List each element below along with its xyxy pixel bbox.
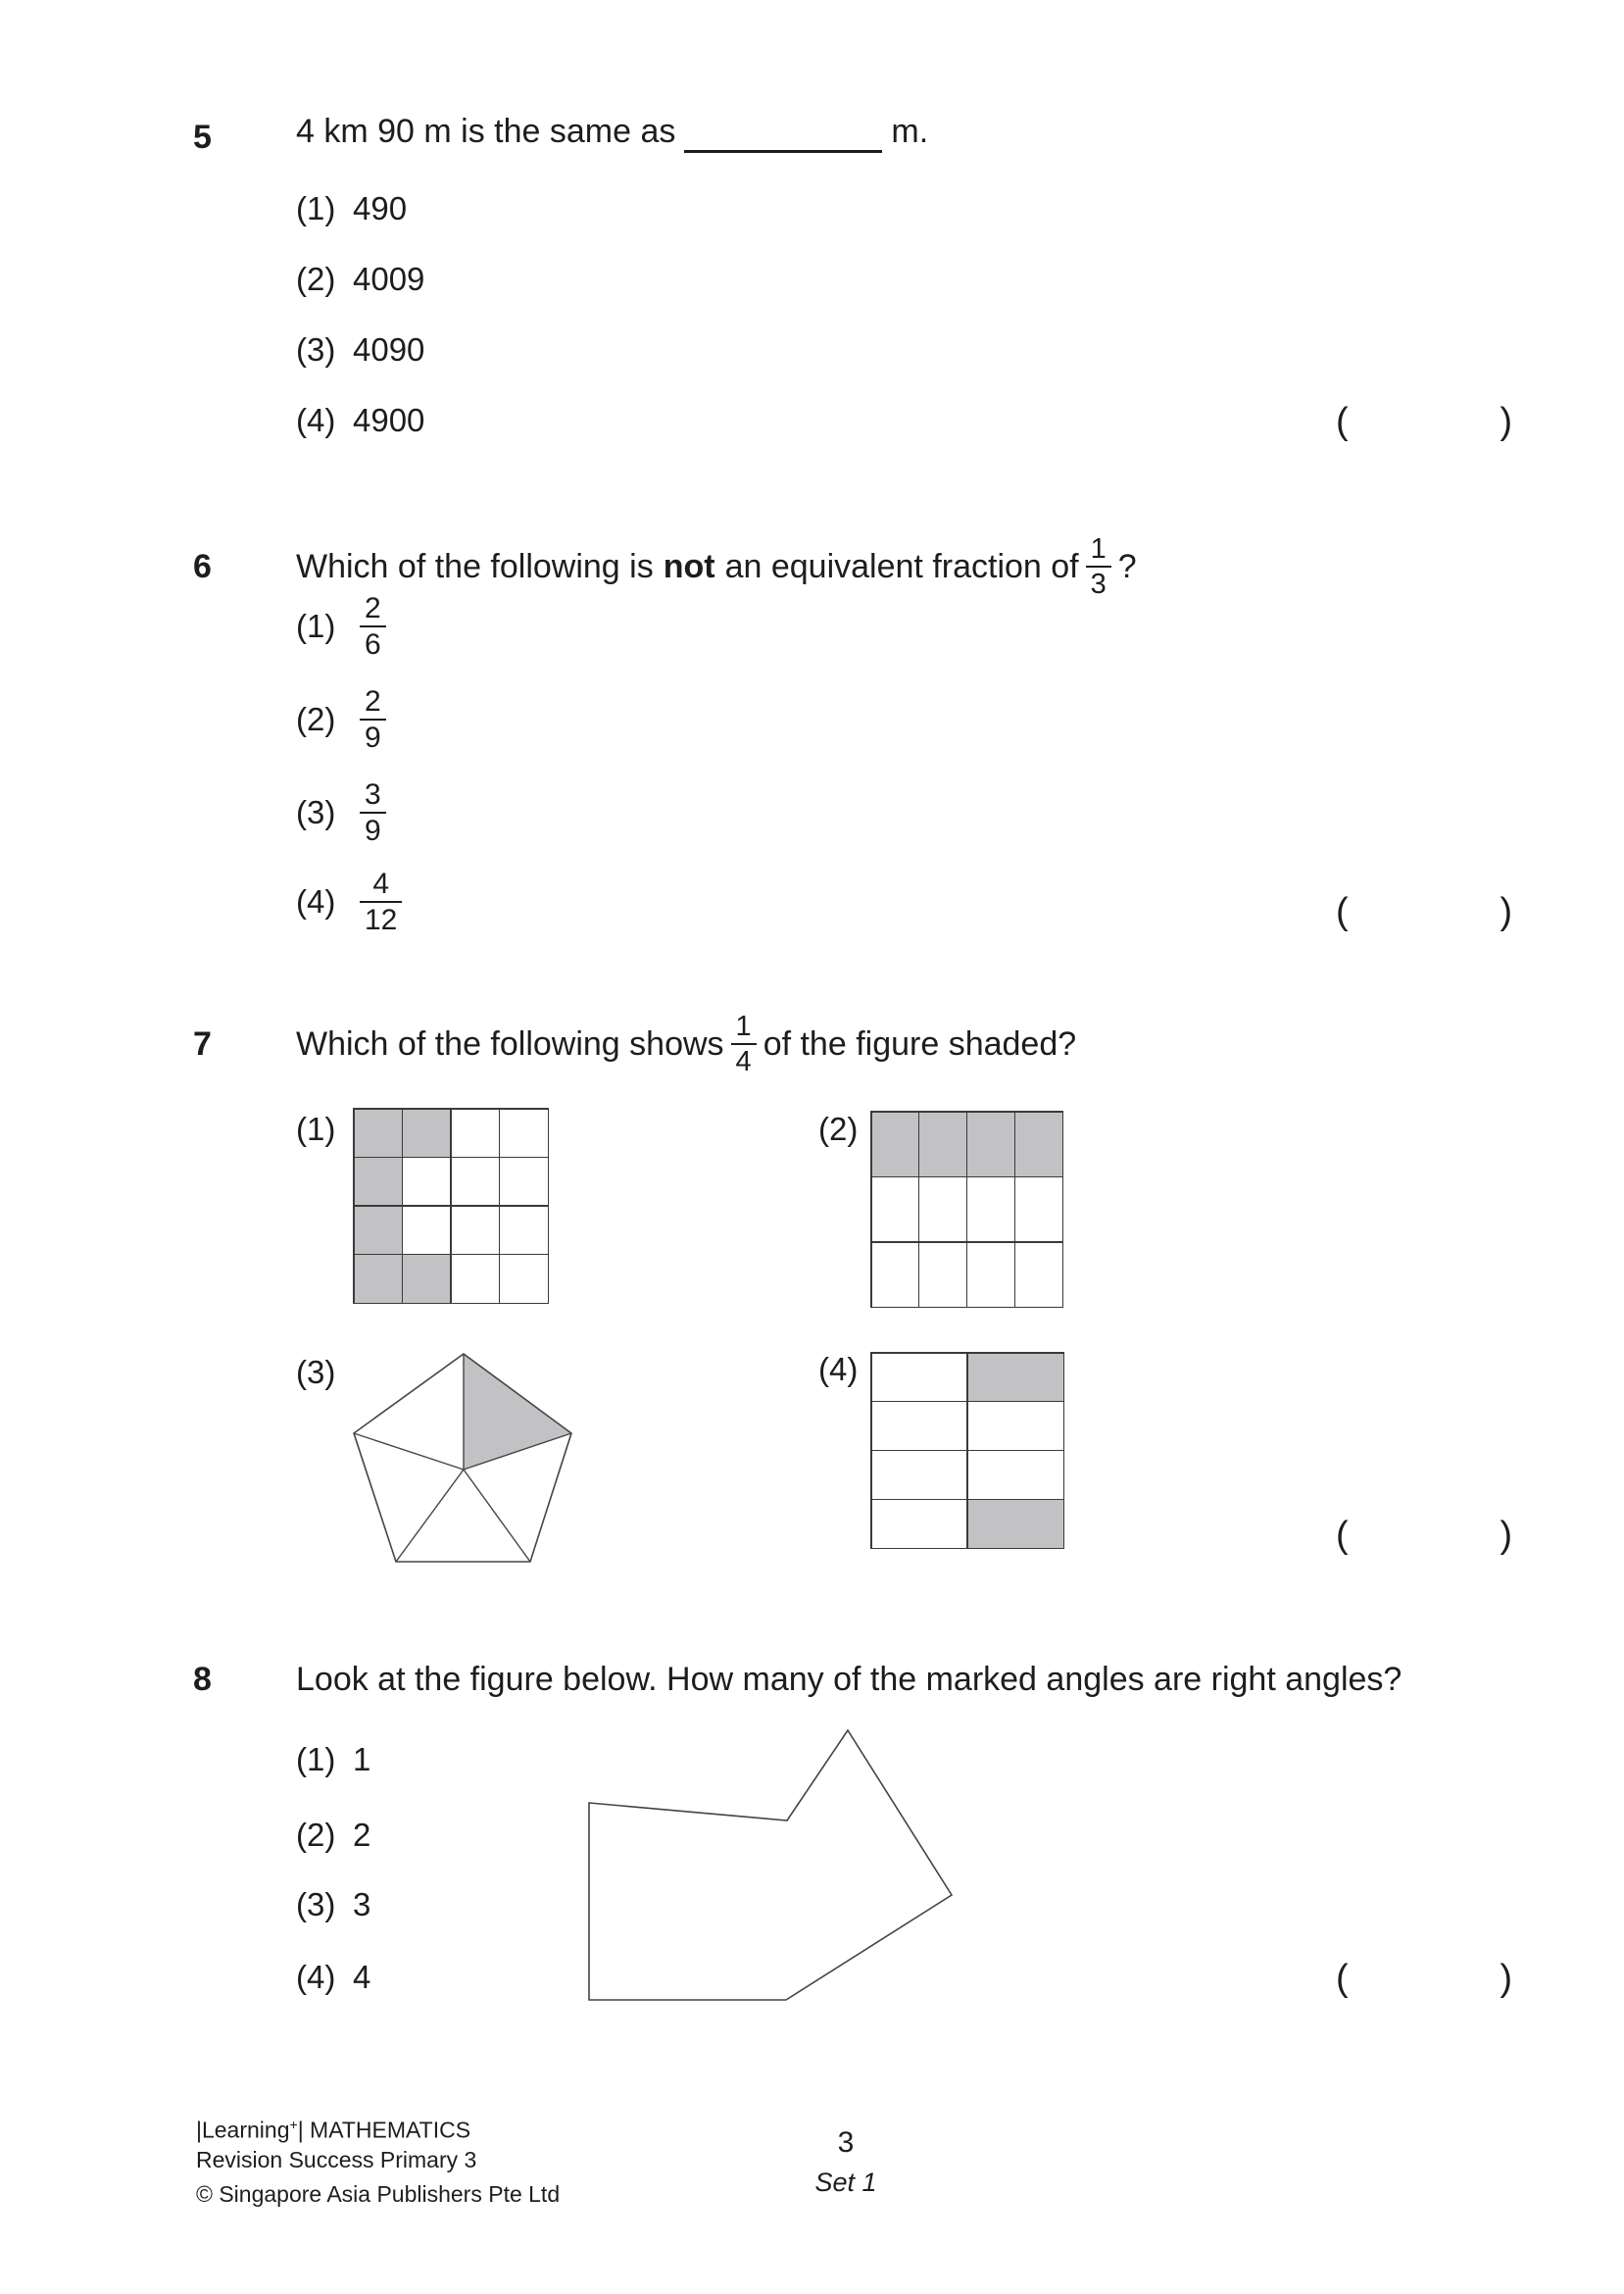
grid-cell	[403, 1158, 450, 1205]
grid-cell-shaded	[355, 1110, 402, 1157]
option-label: (3)	[296, 1354, 336, 1390]
set-label: Set 1	[814, 2168, 877, 2197]
footer-brand-line	[196, 2110, 560, 2145]
fraction-denominator: 9	[360, 719, 386, 755]
question-8-number: 8	[193, 1661, 212, 1698]
grid-cell	[919, 1177, 965, 1241]
q5-option-4	[296, 399, 424, 442]
grid-cell	[452, 1110, 499, 1157]
option-fraction	[360, 868, 402, 936]
bracket-close: )	[1500, 1515, 1512, 1556]
question-7-text-2: of the figure shaded?	[763, 1025, 1077, 1063]
option-value: 3	[353, 1886, 371, 1922]
fraction-numerator: 2	[365, 685, 381, 718]
question-6-text-2: an equivalent fraction of	[724, 548, 1079, 585]
option-label: (2)	[296, 261, 336, 297]
grid-cell	[872, 1500, 967, 1547]
q6-answer-bracket	[1336, 890, 1512, 933]
fraction-denominator: 4	[731, 1043, 757, 1077]
grid-cell	[967, 1243, 1013, 1307]
grid-cell	[1015, 1243, 1061, 1307]
option-label: (1)	[296, 608, 336, 645]
q7-figure-pentagon	[343, 1341, 583, 1571]
q6-option-3	[296, 778, 393, 847]
grid-cell	[872, 1243, 918, 1307]
pentagon-shaded-part	[464, 1354, 571, 1470]
bracket-close: )	[1500, 401, 1512, 442]
grid-cell-shaded	[355, 1255, 402, 1302]
q7-option-4-label	[818, 1348, 858, 1391]
q5-answer-bracket	[1336, 400, 1512, 443]
question-7-number: 7	[193, 1025, 212, 1063]
question-7-title	[296, 1000, 1076, 1088]
fraction-denominator: 6	[360, 625, 386, 662]
fraction-denominator: 12	[360, 901, 402, 937]
grid-cell-shaded	[872, 1113, 918, 1176]
option-value: 1	[353, 1741, 371, 1777]
grid-cell	[872, 1402, 967, 1449]
grid-cell	[403, 1207, 450, 1254]
q7-option-3-label	[296, 1351, 335, 1394]
q8-answer-bracket	[1336, 1957, 1512, 2000]
q7-figure-grid-4	[870, 1352, 1064, 1549]
question-5-suffix: m.	[891, 113, 929, 150]
grid-cell	[452, 1207, 499, 1254]
option-label: (1)	[296, 1741, 336, 1777]
grid-cell-shaded	[403, 1110, 450, 1157]
option-label: (4)	[296, 402, 336, 438]
grid-cell-shaded	[968, 1500, 1063, 1547]
option-label: (2)	[296, 701, 336, 738]
q7-option-2-label	[818, 1108, 858, 1151]
question-5-title	[296, 110, 928, 153]
q5-option-1	[296, 187, 407, 230]
fraction-numerator: 1	[1090, 533, 1107, 566]
answer-blank-line	[684, 115, 882, 153]
fraction-denominator: 9	[360, 812, 386, 848]
grid-cell	[500, 1207, 547, 1254]
option-value: 2	[353, 1817, 371, 1853]
question-8-text: Look at the figure below. How many of the marked angles are right angles?	[296, 1661, 1403, 1698]
grid-cell	[968, 1451, 1063, 1498]
fraction-numerator: 4	[372, 868, 390, 900]
q8-option-3	[296, 1883, 370, 1926]
question-6-title	[296, 523, 1137, 611]
footer-copyright-line: © Singapore Asia Publishers Pte Ltd	[196, 2180, 561, 2207]
option-label: (4)	[296, 883, 336, 921]
q7-figure-grid-2	[870, 1111, 1063, 1308]
option-label: (1)	[296, 190, 336, 226]
grid-cell-shaded	[919, 1113, 965, 1176]
bracket-open: (	[1336, 1958, 1349, 1999]
grid-cell	[500, 1110, 547, 1157]
option-label: (2)	[296, 1817, 336, 1853]
bracket-close: )	[1500, 1958, 1512, 1999]
question-6-text-1: Which of the following is	[296, 548, 654, 585]
question-5-number: 5	[193, 119, 212, 156]
option-label: (3)	[296, 1886, 336, 1922]
grid-cell	[872, 1177, 918, 1241]
bracket-open: (	[1336, 891, 1349, 932]
option-value: 4	[353, 1959, 371, 1995]
question-8-title	[296, 1658, 1402, 1701]
bracket-open: (	[1336, 401, 1349, 442]
grid-cell-shaded	[403, 1255, 450, 1302]
option-label: (4)	[818, 1351, 859, 1387]
pentagon-outline	[354, 1354, 571, 1562]
q7-figure-grid-1	[353, 1108, 549, 1304]
q8-option-1	[296, 1738, 370, 1781]
footer-imprint	[196, 2110, 560, 2209]
bracket-open: (	[1336, 1515, 1349, 1556]
q8-option-4	[296, 1956, 370, 1999]
grid-cell	[500, 1158, 547, 1205]
grid-cell	[872, 1354, 967, 1401]
option-value: 4900	[353, 402, 425, 438]
fraction-denominator: 3	[1086, 566, 1111, 600]
footer-series-line: Revision Success Primary 3	[196, 2146, 477, 2172]
question-7-text-1: Which of the following shows	[296, 1025, 724, 1063]
option-fraction	[360, 685, 386, 754]
grid-cell	[1015, 1177, 1061, 1241]
option-label: (1)	[296, 1111, 336, 1147]
grid-cell-shaded	[355, 1158, 402, 1205]
grid-cell-shaded	[355, 1207, 402, 1254]
q6-option-4	[296, 868, 409, 936]
option-value: 490	[353, 190, 408, 226]
question-6-text-bold: not	[663, 548, 715, 585]
q7-option-1-label	[296, 1108, 335, 1151]
option-label: (2)	[818, 1111, 859, 1147]
fraction-numerator: 3	[365, 778, 381, 811]
option-label: (4)	[296, 1959, 336, 1995]
q6-option-1	[296, 592, 393, 661]
question-6-number: 6	[193, 548, 212, 585]
q7-answer-bracket	[1336, 1514, 1512, 1557]
question-5-text: 4 km 90 m is the same as	[296, 113, 676, 150]
page-number: 3	[837, 2126, 855, 2159]
q8-option-2	[296, 1814, 370, 1857]
grid-cell	[968, 1402, 1063, 1449]
option-fraction	[360, 592, 386, 661]
fraction-numerator: 2	[365, 592, 381, 624]
bracket-close: )	[1500, 891, 1512, 932]
option-value: 4009	[353, 261, 425, 297]
option-label: (3)	[296, 794, 336, 831]
q8-figure-polygon	[583, 1722, 960, 2009]
grid-cell	[872, 1451, 967, 1498]
grid-cell	[919, 1243, 965, 1307]
grid-cell-shaded	[967, 1113, 1013, 1176]
q6-option-2	[296, 685, 393, 754]
grid-cell	[452, 1158, 499, 1205]
fraction-one-quarter	[731, 1011, 757, 1077]
grid-cell	[500, 1255, 547, 1302]
option-value: 4090	[353, 331, 425, 368]
footer-brand-post: | MATHEMATICS	[297, 2117, 471, 2143]
option-fraction	[360, 778, 386, 847]
polygon-outline	[589, 1730, 952, 2000]
option-label: (3)	[296, 331, 336, 368]
fraction-one-third	[1086, 533, 1111, 600]
fraction-numerator: 1	[735, 1011, 752, 1043]
footer-brand-pre: |Learning	[196, 2117, 290, 2143]
q5-option-3	[296, 328, 424, 372]
grid-cell	[967, 1177, 1013, 1241]
q5-option-2	[296, 258, 424, 301]
grid-cell-shaded	[1015, 1113, 1061, 1176]
footer-brand-sup: +	[289, 2117, 298, 2132]
grid-cell	[452, 1255, 499, 1302]
question-6-text-3: ?	[1117, 548, 1137, 585]
grid-cell-shaded	[968, 1354, 1063, 1401]
